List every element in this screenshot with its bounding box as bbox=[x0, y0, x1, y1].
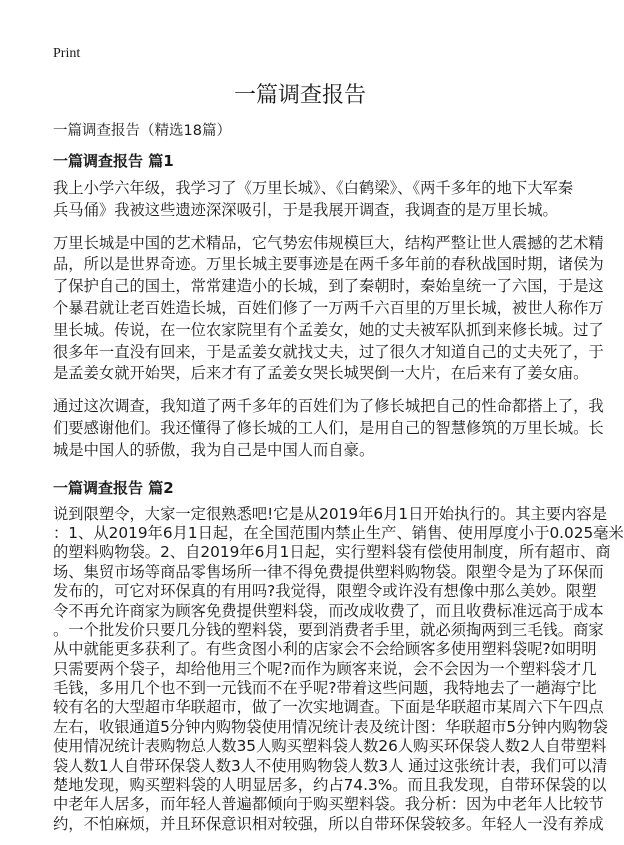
text-line: 万里长城是中国的艺术精品，它气势宏伟规模巨大，结构严整让世人震撼的艺术精 bbox=[53, 233, 604, 252]
text-line: 了保护自己的国土，常常建造小的长城，到了秦朝时，秦始皇统一了六国，于是这 bbox=[53, 277, 604, 296]
text-line: 较有名的大型超市华联超市，做了一次实地调查。下面是华联超市某周六下午四点 bbox=[53, 698, 604, 717]
text-line: 约，不怕麻烦，并且环保意识相对较强，所以自带环保袋较多。年轻人一没有养成 bbox=[53, 814, 604, 833]
text-line: 。一个批发价只要几分钱的塑料袋，要到消费者手里，就必须掏两到三毛钱。商家 bbox=[53, 620, 604, 639]
text-line: 兵马俑》我被这些遗迹深深吸引，于是我展开调查，我调查的是万里长城。 bbox=[53, 200, 558, 219]
text-line: ：1、从2019年6月1日起，在全国范围内禁止生产、销售、使用厚度小于0.025毫米 bbox=[53, 523, 624, 542]
text-line: 左右，收银通道5分钟内购物袋使用情况统计表及统计图：华联超市5分钟内购物袋 bbox=[53, 717, 608, 736]
text-line: 们要感谢他们。我还懂得了修长城的工人们，是用自己的智慧修筑的万里长城。长 bbox=[53, 418, 604, 437]
section-heading: 一篇调查报告 篇1 bbox=[53, 152, 174, 170]
text-line: 中老年人居多，而年轻人普遍都倾向于购买塑料袋。我分析：因为中老年人比较节 bbox=[53, 795, 604, 814]
text-line: 我上小学六年级，我学习了《万里长城》、《白鹤梁》、《两千多年的地下大军秦 bbox=[53, 179, 574, 197]
document-subtitle: 一篇调查报告（精选18篇） bbox=[53, 123, 231, 139]
paragraph bbox=[53, 178, 574, 222]
text-line: 个暴君就让老百姓造长城，百姓们修了一万两千六百里的万里长城，被世人称作万 bbox=[53, 298, 604, 317]
text-line: 场、集贸市场等商品零售场所一律不得免费提供塑料购物袋。限塑令是为了环保而 bbox=[53, 562, 604, 581]
document-body bbox=[53, 150, 624, 845]
section-heading: 一篇调查报告 篇2 bbox=[53, 478, 174, 497]
document-title: 一篇调查报告 bbox=[233, 83, 366, 108]
text-line: 通过这次调查，我知道了两千多年的百姓们为了修长城把自己的性命都搭上了，我 bbox=[53, 397, 604, 416]
text-line: 袋人数1人自带环保袋人数3人不使用购物袋人数3人 通过这张统计表，我们可以清 bbox=[53, 756, 608, 775]
text-line: 只需要两个袋子，却给他用三个呢?而作为顾客来说，会不会因为一个塑料袋才几 bbox=[53, 659, 597, 678]
text-line: 城是中国人的骄傲，我为自己是中国人而自豪。 bbox=[53, 440, 375, 459]
text-line: 品，所以是世界奇迹。万里长城主要事迹是在两千多年前的春秋战国时期，诸侯为 bbox=[53, 255, 604, 274]
paragraph bbox=[53, 504, 624, 835]
text-line: 使用情况统计表购物总人数35人购买塑料袋人数26人购买环保袋人数2人自带塑料 bbox=[53, 737, 607, 756]
text-line: 令不再允许商家为顾客免费提供塑料袋，而改成收费了，而且收费标准远高于成本 bbox=[53, 601, 604, 620]
text-line: 从中就能更多获利了。有些贪图小利的店家会不会给顾客多使用塑料袋呢?如明明 bbox=[53, 640, 597, 659]
text-line: 很多年一直没有回来，于是孟姜女就找丈夫，过了很久才知道自己的丈夫死了，于 bbox=[53, 342, 604, 361]
paragraph bbox=[53, 396, 604, 461]
text-line: 楚地发现，购买塑料袋的人明显居多，约占74.3%。而且我发现，自带环保袋的以 bbox=[53, 776, 607, 795]
text-line: 说到限塑令，大家一定很熟悉吧!它是从2019年6月1日开始执行的。其主要内容是 bbox=[53, 504, 608, 523]
text-line: 里长城。传说，在一位农家院里有个孟姜女，她的丈夫被军队抓到来修长城。过了 bbox=[53, 320, 604, 339]
print-label: Print bbox=[53, 46, 81, 61]
text-line: 的塑料购物袋。2、自2019年6月1日起，实行塑料袋有偿使用制度，所有超市、商 bbox=[53, 543, 611, 562]
paragraph bbox=[53, 233, 604, 386]
text-line: 是孟姜女就开始哭，后来才有了孟姜女哭长城哭倒一大片，在后来有了姜女庙。 bbox=[53, 364, 589, 383]
text-line: 毛钱，多用几个也不到一元钱而不在乎呢?带着这些问题，我特地去了一趟海宁比 bbox=[53, 679, 597, 698]
text-line: 发布的，可它对环保真的有用吗?我觉得，限塑令或许没有想像中那么美妙。限塑 bbox=[53, 582, 597, 601]
